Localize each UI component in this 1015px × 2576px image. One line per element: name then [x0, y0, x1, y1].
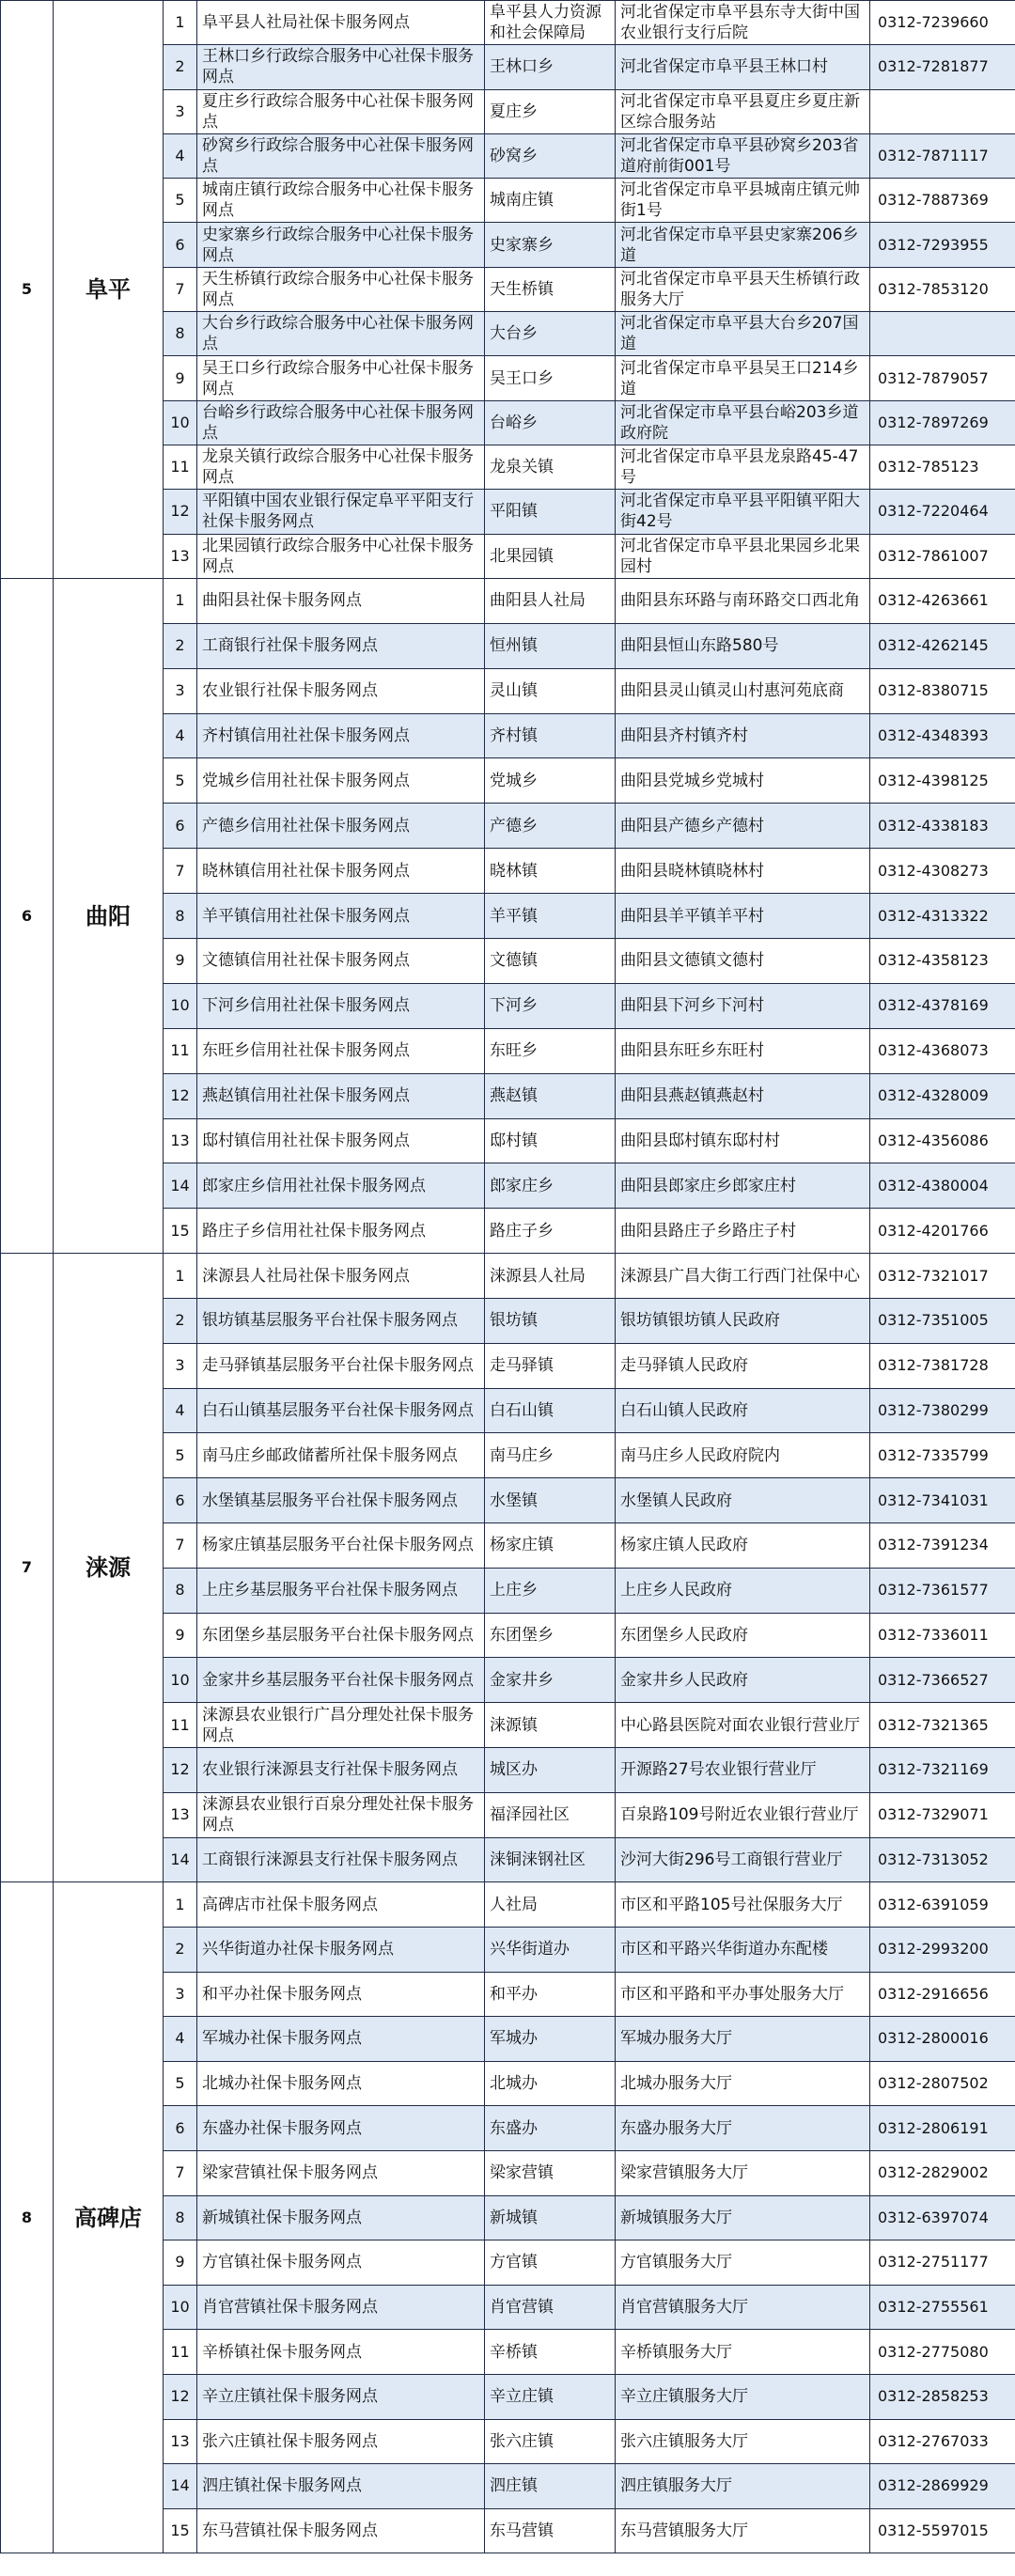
outlet-name: 郎家庄乡信用社社保卡服务网点: [197, 1163, 485, 1209]
outlet-name: 东旺乡信用社社保卡服务网点: [197, 1028, 485, 1073]
group-index: 5: [1, 1, 54, 579]
unit-name: 史家寨乡: [485, 223, 616, 267]
row-number: 2: [164, 623, 197, 668]
address: 曲阳县郎家庄乡郎家庄村: [616, 1163, 870, 1209]
outlet-name: 涞源县农业银行百泉分理处社保卡服务网点: [197, 1792, 485, 1837]
address: 杨家庄镇人民政府: [616, 1523, 870, 1569]
unit-name: 吴王口乡: [485, 356, 616, 400]
row-number: 8: [164, 312, 197, 356]
row-number: 5: [164, 758, 197, 804]
row-number: 10: [164, 400, 197, 445]
address: 河北省保定市阜平县史家寨206乡道: [616, 223, 870, 267]
address: 金家井乡人民政府: [616, 1658, 870, 1703]
county-name: 曲阳: [54, 578, 164, 1253]
address: 方官镇服务大厅: [616, 2240, 870, 2286]
outlet-name: 工商银行涞源县支行社保卡服务网点: [197, 1837, 485, 1882]
outlet-name: 银坊镇基层服务平台社保卡服务网点: [197, 1299, 485, 1344]
row-number: 14: [164, 2464, 197, 2509]
unit-name: 肖官营镇: [485, 2285, 616, 2330]
address: 涞源县广昌大街工行西门社保中心: [616, 1254, 870, 1299]
row-number: 15: [164, 1209, 197, 1254]
unit-name: 东团堡乡: [485, 1613, 616, 1658]
unit-name: 北城办: [485, 2061, 616, 2106]
unit-name: 阜平县人力资源和社会保障局: [485, 1, 616, 45]
county-name: 阜平: [54, 1, 164, 579]
unit-name: 梁家营镇: [485, 2150, 616, 2195]
unit-name: 下河乡: [485, 983, 616, 1028]
row-number: 8: [164, 894, 197, 939]
row-number: 11: [164, 1703, 197, 1748]
unit-name: 路庄子乡: [485, 1209, 616, 1254]
row-number: 1: [164, 578, 197, 623]
unit-name: 齐村镇: [485, 713, 616, 758]
phone-number: 0312-7220464: [870, 490, 1015, 534]
unit-name: 金家井乡: [485, 1658, 616, 1703]
outlet-name: 夏庄乡行政综合服务中心社保卡服务网点: [197, 89, 485, 133]
county-name: 涞源: [54, 1254, 164, 1882]
address: 曲阳县下河乡下河村: [616, 983, 870, 1028]
row-number: 7: [164, 1523, 197, 1569]
address: 南马庄乡人民政府院内: [616, 1433, 870, 1478]
row-number: 12: [164, 1073, 197, 1118]
address: 张六庄镇服务大厅: [616, 2419, 870, 2464]
outlet-name: 产德乡信用社社保卡服务网点: [197, 804, 485, 849]
row-number: 6: [164, 804, 197, 849]
phone-number: 0312-4380004: [870, 1163, 1015, 1209]
address: 肖官营镇服务大厅: [616, 2285, 870, 2330]
address: 曲阳县党城乡党城村: [616, 758, 870, 804]
group-index: 8: [1, 1882, 54, 2553]
address: 曲阳县邸村镇东邸村村: [616, 1118, 870, 1163]
unit-name: 涞铜涞钢社区: [485, 1837, 616, 1882]
address: 东团堡乡人民政府: [616, 1613, 870, 1658]
unit-name: 燕赵镇: [485, 1073, 616, 1118]
address: 市区和平路和平办事处服务大厅: [616, 1972, 870, 2017]
row-number: 3: [164, 668, 197, 713]
phone-number: 0312-2807502: [870, 2061, 1015, 2106]
outlet-name: 吴王口乡行政综合服务中心社保卡服务网点: [197, 356, 485, 400]
unit-name: 王林口乡: [485, 45, 616, 89]
unit-name: 白石山镇: [485, 1388, 616, 1433]
unit-name: 砂窝乡: [485, 133, 616, 178]
outlet-name: 上庄乡基层服务平台社保卡服务网点: [197, 1568, 485, 1613]
row-number: 15: [164, 2508, 197, 2553]
phone-number: 0312-2751177: [870, 2240, 1015, 2286]
outlet-name: 邸村镇信用社社保卡服务网点: [197, 1118, 485, 1163]
phone-number: 0312-4398125: [870, 758, 1015, 804]
unit-name: 涞源镇: [485, 1703, 616, 1748]
row-number: 1: [164, 1, 197, 45]
row-number: 3: [164, 89, 197, 133]
address: 曲阳县路庄子乡路庄子村: [616, 1209, 870, 1254]
unit-name: 泗庄镇: [485, 2464, 616, 2509]
unit-name: 新城镇: [485, 2195, 616, 2240]
unit-name: 东盛办: [485, 2106, 616, 2151]
address: 梁家营镇服务大厅: [616, 2150, 870, 2195]
address: 市区和平路兴华街道办东配楼: [616, 1927, 870, 1972]
phone-number: 0312-7871117: [870, 133, 1015, 178]
row-number: 10: [164, 1658, 197, 1703]
address: 曲阳县灵山镇灵山村惠河苑底商: [616, 668, 870, 713]
address: 北城办服务大厅: [616, 2061, 870, 2106]
phone-number: 0312-7391234: [870, 1523, 1015, 1569]
unit-name: 东旺乡: [485, 1028, 616, 1073]
phone-number: 0312-7853120: [870, 267, 1015, 311]
address: 走马驿镇人民政府: [616, 1343, 870, 1388]
row-number: 12: [164, 2374, 197, 2419]
row-number: 11: [164, 1028, 197, 1073]
unit-name: 上庄乡: [485, 1568, 616, 1613]
address: 辛桥镇服务大厅: [616, 2330, 870, 2375]
phone-number: 0312-7329071: [870, 1792, 1015, 1837]
phone-number: 0312-7879057: [870, 356, 1015, 400]
address: 曲阳县齐村镇齐村: [616, 713, 870, 758]
unit-name: 党城乡: [485, 758, 616, 804]
row-number: 9: [164, 356, 197, 400]
unit-name: 文德镇: [485, 938, 616, 983]
outlet-name: 工商银行社保卡服务网点: [197, 623, 485, 668]
outlet-name: 水堡镇基层服务平台社保卡服务网点: [197, 1478, 485, 1523]
address: 市区和平路105号社保服务大厅: [616, 1882, 870, 1928]
address: 河北省保定市阜平县东寺大街中国农业银行支行后院: [616, 1, 870, 45]
outlet-name: 高碑店市社保卡服务网点: [197, 1882, 485, 1928]
unit-name: 和平办: [485, 1972, 616, 2017]
address: 水堡镇人民政府: [616, 1478, 870, 1523]
outlet-name: 农业银行涞源县支行社保卡服务网点: [197, 1747, 485, 1792]
address: 东盛办服务大厅: [616, 2106, 870, 2151]
phone-number: 0312-2858253: [870, 2374, 1015, 2419]
outlet-name: 和平办社保卡服务网点: [197, 1972, 485, 2017]
phone-number: 0312-7335799: [870, 1433, 1015, 1478]
unit-name: 城南庄镇: [485, 179, 616, 223]
outlet-name: 涞源县人社局社保卡服务网点: [197, 1254, 485, 1299]
outlet-name: 下河乡信用社社保卡服务网点: [197, 983, 485, 1028]
unit-name: 涞源县人社局: [485, 1254, 616, 1299]
address: 曲阳县晓林镇晓林村: [616, 849, 870, 894]
phone-number: 0312-785123: [870, 445, 1015, 489]
outlet-name: 新城镇社保卡服务网点: [197, 2195, 485, 2240]
unit-name: 人社局: [485, 1882, 616, 1928]
phone-number: 0312-2869929: [870, 2464, 1015, 2509]
outlet-name: 燕赵镇信用社社保卡服务网点: [197, 1073, 485, 1118]
unit-name: 方官镇: [485, 2240, 616, 2286]
phone-number: 0312-8380715: [870, 668, 1015, 713]
unit-name: 福泽园社区: [485, 1792, 616, 1837]
row-number: 14: [164, 1837, 197, 1882]
phone-number: 0312-7313052: [870, 1837, 1015, 1882]
phone-number: 0312-2800016: [870, 2017, 1015, 2062]
unit-name: 晓林镇: [485, 849, 616, 894]
outlet-name: 龙泉关镇行政综合服务中心社保卡服务网点: [197, 445, 485, 489]
unit-name: 郎家庄乡: [485, 1163, 616, 1209]
outlet-name: 天生桥镇行政综合服务中心社保卡服务网点: [197, 267, 485, 311]
unit-name: 水堡镇: [485, 1478, 616, 1523]
row-number: 2: [164, 1927, 197, 1972]
unit-name: 大台乡: [485, 312, 616, 356]
address: 中心路县医院对面农业银行营业厅: [616, 1703, 870, 1748]
unit-name: 曲阳县人社局: [485, 578, 616, 623]
unit-name: 辛桥镇: [485, 2330, 616, 2375]
outlet-name: 张六庄镇社保卡服务网点: [197, 2419, 485, 2464]
address: 曲阳县产德乡产德村: [616, 804, 870, 849]
county-name: 高碑店: [54, 1882, 164, 2553]
outlet-name: 金家井乡基层服务平台社保卡服务网点: [197, 1658, 485, 1703]
row-number: 13: [164, 1118, 197, 1163]
group-index: 7: [1, 1254, 54, 1882]
outlet-name: 城南庄镇行政综合服务中心社保卡服务网点: [197, 179, 485, 223]
outlet-name: 农业银行社保卡服务网点: [197, 668, 485, 713]
outlet-name: 东马营镇社保卡服务网点: [197, 2508, 485, 2553]
unit-name: 羊平镇: [485, 894, 616, 939]
outlet-name: 泗庄镇社保卡服务网点: [197, 2464, 485, 2509]
phone-number: 0312-2993200: [870, 1927, 1015, 1972]
row-number: 10: [164, 2285, 197, 2330]
group-index: 6: [1, 578, 54, 1253]
outlet-name: 肖官营镇社保卡服务网点: [197, 2285, 485, 2330]
outlet-name: 平阳镇中国农业银行保定阜平平阳支行社保卡服务网点: [197, 490, 485, 534]
row-number: 9: [164, 2240, 197, 2286]
unit-name: 龙泉关镇: [485, 445, 616, 489]
phone-number: 0312-6391059: [870, 1882, 1015, 1928]
unit-name: 走马驿镇: [485, 1343, 616, 1388]
unit-name: 兴华街道办: [485, 1927, 616, 1972]
phone-number: 0312-4313322: [870, 894, 1015, 939]
address: 沙河大街296号工商银行营业厅: [616, 1837, 870, 1882]
address: 河北省保定市阜平县龙泉路45-47号: [616, 445, 870, 489]
phone-number: 0312-4368073: [870, 1028, 1015, 1073]
phone-number: 0312-4201766: [870, 1209, 1015, 1254]
address: 河北省保定市阜平县城南庄镇元帅街1号: [616, 179, 870, 223]
row-number: 6: [164, 223, 197, 267]
phone-number: 0312-4356086: [870, 1118, 1015, 1163]
row-number: 1: [164, 1254, 197, 1299]
row-number: 3: [164, 1343, 197, 1388]
row-number: 13: [164, 2419, 197, 2464]
row-number: 12: [164, 490, 197, 534]
address: 河北省保定市阜平县夏庄乡夏庄新区综合服务站: [616, 89, 870, 133]
table-row: [1, 1882, 1015, 1928]
address: 曲阳县恒山东路580号: [616, 623, 870, 668]
row-number: 7: [164, 849, 197, 894]
outlet-name: 辛立庄镇社保卡服务网点: [197, 2374, 485, 2419]
outlet-name: 兴华街道办社保卡服务网点: [197, 1927, 485, 1972]
row-number: 6: [164, 2106, 197, 2151]
address: 曲阳县东旺乡东旺村: [616, 1028, 870, 1073]
phone-number: 0312-2775080: [870, 2330, 1015, 2375]
phone-number: 0312-4308273: [870, 849, 1015, 894]
row-number: 8: [164, 2195, 197, 2240]
row-number: 2: [164, 1299, 197, 1344]
unit-name: 灵山镇: [485, 668, 616, 713]
phone-number: 0312-7897269: [870, 400, 1015, 445]
unit-name: 夏庄乡: [485, 89, 616, 133]
unit-name: 城区办: [485, 1747, 616, 1792]
phone-number: 0312-2916656: [870, 1972, 1015, 2017]
unit-name: 天生桥镇: [485, 267, 616, 311]
row-number: 2: [164, 45, 197, 89]
phone-number: 0312-7239660: [870, 1, 1015, 45]
phone-number: 0312-4328009: [870, 1073, 1015, 1118]
address: 曲阳县东环路与南环路交口西北角: [616, 578, 870, 623]
address: 新城镇服务大厅: [616, 2195, 870, 2240]
phone-number: 0312-7281877: [870, 45, 1015, 89]
row-number: 9: [164, 1613, 197, 1658]
phone-number: 0312-7380299: [870, 1388, 1015, 1433]
row-number: 13: [164, 534, 197, 578]
outlet-name: 大台乡行政综合服务中心社保卡服务网点: [197, 312, 485, 356]
unit-name: 辛立庄镇: [485, 2374, 616, 2419]
phone-number: 0312-2767033: [870, 2419, 1015, 2464]
row-number: 12: [164, 1747, 197, 1792]
phone-number: 0312-7336011: [870, 1613, 1015, 1658]
unit-name: 台峪乡: [485, 400, 616, 445]
outlet-name: 台峪乡行政综合服务中心社保卡服务网点: [197, 400, 485, 445]
address: 河北省保定市阜平县平阳镇平阳大街42号: [616, 490, 870, 534]
row-number: 5: [164, 1433, 197, 1478]
phone-number: 0312-7341031: [870, 1478, 1015, 1523]
row-number: 14: [164, 1163, 197, 1209]
outlet-name: 路庄子乡信用社社保卡服务网点: [197, 1209, 485, 1254]
row-number: 4: [164, 133, 197, 178]
outlet-name: 砂窝乡行政综合服务中心社保卡服务网点: [197, 133, 485, 178]
phone-number: [870, 89, 1015, 133]
unit-name: 东马营镇: [485, 2508, 616, 2553]
phone-number: [870, 312, 1015, 356]
phone-number: 0312-4262145: [870, 623, 1015, 668]
phone-number: 0312-7361577: [870, 1568, 1015, 1613]
outlet-name: 东盛办社保卡服务网点: [197, 2106, 485, 2151]
address: 开源路27号农业银行营业厅: [616, 1747, 870, 1792]
outlet-name: 北果园镇行政综合服务中心社保卡服务网点: [197, 534, 485, 578]
phone-number: 0312-5597015: [870, 2508, 1015, 2553]
outlet-name: 史家寨乡行政综合服务中心社保卡服务网点: [197, 223, 485, 267]
address: 军城办服务大厅: [616, 2017, 870, 2062]
outlet-name: 杨家庄镇基层服务平台社保卡服务网点: [197, 1523, 485, 1569]
row-number: 3: [164, 1972, 197, 2017]
outlet-name: 涞源县农业银行广昌分理处社保卡服务网点: [197, 1703, 485, 1748]
address: 银坊镇银坊镇人民政府: [616, 1299, 870, 1344]
outlet-name: 党城乡信用社社保卡服务网点: [197, 758, 485, 804]
address: 河北省保定市阜平县台峪203乡道政府院: [616, 400, 870, 445]
outlet-name: 北城办社保卡服务网点: [197, 2061, 485, 2106]
table-row: [1, 1, 1015, 45]
row-number: 1: [164, 1882, 197, 1928]
address: 河北省保定市阜平县砂窝乡203省道府前街001号: [616, 133, 870, 178]
row-number: 9: [164, 938, 197, 983]
row-number: 7: [164, 267, 197, 311]
row-number: 8: [164, 1568, 197, 1613]
table-row: [1, 1254, 1015, 1299]
address: 百泉路109号附近农业银行营业厅: [616, 1792, 870, 1837]
row-number: 4: [164, 2017, 197, 2062]
outlet-name: 辛桥镇社保卡服务网点: [197, 2330, 485, 2375]
row-number: 10: [164, 983, 197, 1028]
row-number: 7: [164, 2150, 197, 2195]
phone-number: 0312-7321169: [870, 1747, 1015, 1792]
phone-number: 0312-7887369: [870, 179, 1015, 223]
address: 曲阳县羊平镇羊平村: [616, 894, 870, 939]
outlet-name: 军城办社保卡服务网点: [197, 2017, 485, 2062]
phone-number: 0312-7351005: [870, 1299, 1015, 1344]
unit-name: 邸村镇: [485, 1118, 616, 1163]
unit-name: 产德乡: [485, 804, 616, 849]
row-number: 5: [164, 179, 197, 223]
address: 河北省保定市阜平县天生桥镇行政服务大厅: [616, 267, 870, 311]
unit-name: 北果园镇: [485, 534, 616, 578]
outlet-name: 阜平县人社局社保卡服务网点: [197, 1, 485, 45]
address: 河北省保定市阜平县北果园乡北果园村: [616, 534, 870, 578]
phone-number: 0312-2806191: [870, 2106, 1015, 2151]
row-number: 6: [164, 1478, 197, 1523]
outlet-name: 梁家营镇社保卡服务网点: [197, 2150, 485, 2195]
phone-number: 0312-4263661: [870, 578, 1015, 623]
unit-name: 南马庄乡: [485, 1433, 616, 1478]
address: 河北省保定市阜平县大台乡207国道: [616, 312, 870, 356]
row-number: 5: [164, 2061, 197, 2106]
outlet-name: 晓林镇信用社社保卡服务网点: [197, 849, 485, 894]
row-number: 13: [164, 1792, 197, 1837]
outlet-name: 方官镇社保卡服务网点: [197, 2240, 485, 2286]
outlet-name: 东团堡乡基层服务平台社保卡服务网点: [197, 1613, 485, 1658]
row-number: 4: [164, 1388, 197, 1433]
unit-name: 张六庄镇: [485, 2419, 616, 2464]
phone-number: 0312-7861007: [870, 534, 1015, 578]
outlet-name: 齐村镇信用社社保卡服务网点: [197, 713, 485, 758]
row-number: 4: [164, 713, 197, 758]
table-body: [1, 1, 1015, 2553]
row-number: 11: [164, 2330, 197, 2375]
phone-number: 0312-4348393: [870, 713, 1015, 758]
address: 曲阳县燕赵镇燕赵村: [616, 1073, 870, 1118]
outlet-name: 羊平镇信用社社保卡服务网点: [197, 894, 485, 939]
outlet-name: 走马驿镇基层服务平台社保卡服务网点: [197, 1343, 485, 1388]
table-row: [1, 578, 1015, 623]
outlet-name: 王林口乡行政综合服务中心社保卡服务网点: [197, 45, 485, 89]
outlet-name: 文德镇信用社社保卡服务网点: [197, 938, 485, 983]
phone-number: 0312-7321017: [870, 1254, 1015, 1299]
outlet-name: 曲阳县社保卡服务网点: [197, 578, 485, 623]
phone-number: 0312-2829002: [870, 2150, 1015, 2195]
address: 上庄乡人民政府: [616, 1568, 870, 1613]
phone-number: 0312-7366527: [870, 1658, 1015, 1703]
address: 辛立庄镇服务大厅: [616, 2374, 870, 2419]
unit-name: 恒州镇: [485, 623, 616, 668]
unit-name: 银坊镇: [485, 1299, 616, 1344]
phone-number: 0312-4358123: [870, 938, 1015, 983]
phone-number: 0312-7321365: [870, 1703, 1015, 1748]
outlet-name: 南马庄乡邮政储蓄所社保卡服务网点: [197, 1433, 485, 1478]
phone-number: 0312-2755561: [870, 2285, 1015, 2330]
phone-number: 0312-7381728: [870, 1343, 1015, 1388]
address: 白石山镇人民政府: [616, 1388, 870, 1433]
phone-number: 0312-4378169: [870, 983, 1015, 1028]
phone-number: 0312-6397074: [870, 2195, 1015, 2240]
address: 东马营镇服务大厅: [616, 2508, 870, 2553]
unit-name: 杨家庄镇: [485, 1523, 616, 1569]
unit-name: 军城办: [485, 2017, 616, 2062]
phone-number: 0312-4338183: [870, 804, 1015, 849]
outlet-name: 白石山镇基层服务平台社保卡服务网点: [197, 1388, 485, 1433]
address: 泗庄镇服务大厅: [616, 2464, 870, 2509]
address: 河北省保定市阜平县王林口村: [616, 45, 870, 89]
unit-name: 平阳镇: [485, 490, 616, 534]
phone-number: 0312-7293955: [870, 223, 1015, 267]
address: 曲阳县文德镇文德村: [616, 938, 870, 983]
row-number: 11: [164, 445, 197, 489]
address: 河北省保定市阜平县吴王口214乡道: [616, 356, 870, 400]
